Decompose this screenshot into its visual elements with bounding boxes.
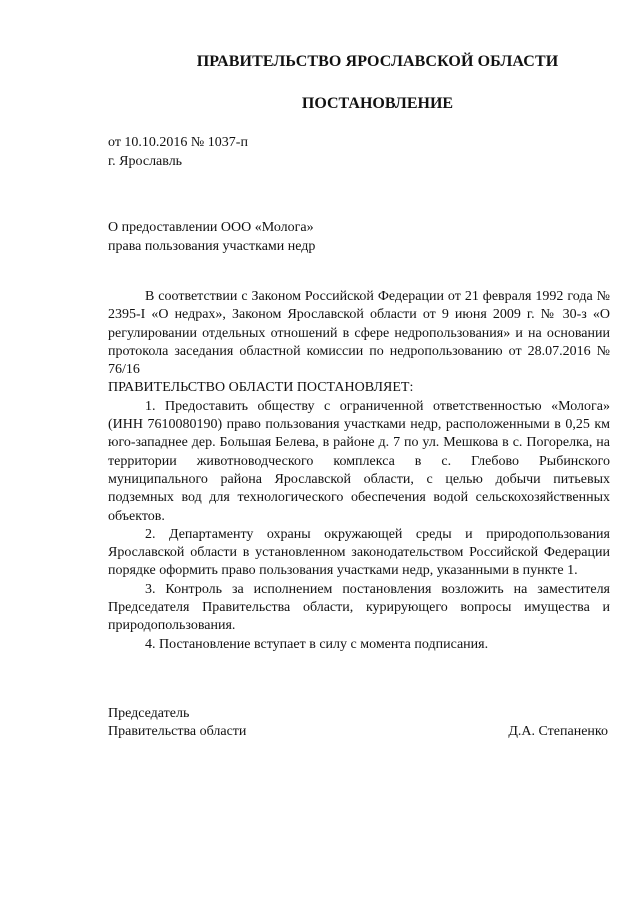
item-paragraph-3: 3. Контроль за исполнением постановления возложить на заместителя Председателя Правительства области, курирующего вопросы имущества и природопользования. <box>108 581 610 634</box>
item-paragraph-4: 4. Постановление вступает в силу с момента подписания. <box>145 636 489 652</box>
date-number: от 10.10.2016 № 1037-п <box>108 135 248 150</box>
item-paragraph-1: 1. Предоставить обществу с ограниченной ответственностью «Молога» (ИНН 7610080190) право пользования участками недр, расположенными в 0,25 км юго-западнее дер. Большая Белева, в районе д. 7 по ул. Мешкова в с. Погорелка, на территории животноводческого комплекса в с. Глебово Рыбинского муниципального района Ярославской области, с целью добычи питьевых подземных вод для технологического обеспечения водой сельскохозяйственных объектов. <box>108 398 610 524</box>
preamble-paragraph: В соответствии с Законом Российской Федерации от 21 февраля 1992 года № 2395-I «О недрах», Законом Ярославской области от 9 июня 2009 г. № 30-з «О регулировании отдельных отношений в сфере недропользования» и на основании протокола заседания областной комиссии по недропользованию от 28.07.2016 № 76/16 <box>108 289 610 378</box>
document-subject <box>108 218 315 256</box>
subject-line-2: права пользования участками недр <box>108 239 316 254</box>
document-meta <box>108 133 248 171</box>
item-paragraph-2: 2. Департаменту охраны окружающей среды и природопользования Ярославской области в установленном законодательством Российской Федерации порядке оформить право пользования участками недр, указанными в пункте 1. <box>108 526 610 579</box>
signature-block <box>108 705 608 741</box>
document-type: ПОСТАНОВЛЕНИЕ <box>301 95 454 112</box>
subject-line-1: О предоставлении ООО «Молога» <box>108 220 314 235</box>
signatory-position-line-2: Правительства области <box>108 724 247 739</box>
government-title: ПРАВИТЕЛЬСТВО ЯРОСЛАВСКОЙ ОБЛАСТИ <box>196 53 559 70</box>
resolves-line: ПРАВИТЕЛЬСТВО ОБЛАСТИ ПОСТАНОВЛЯЕТ: <box>108 380 414 396</box>
city: г. Ярославль <box>108 154 183 169</box>
signatory-name: Д.А. Степаненко <box>508 724 608 739</box>
signatory-position-line-1: Председатель <box>108 706 190 721</box>
document-body <box>108 288 610 654</box>
